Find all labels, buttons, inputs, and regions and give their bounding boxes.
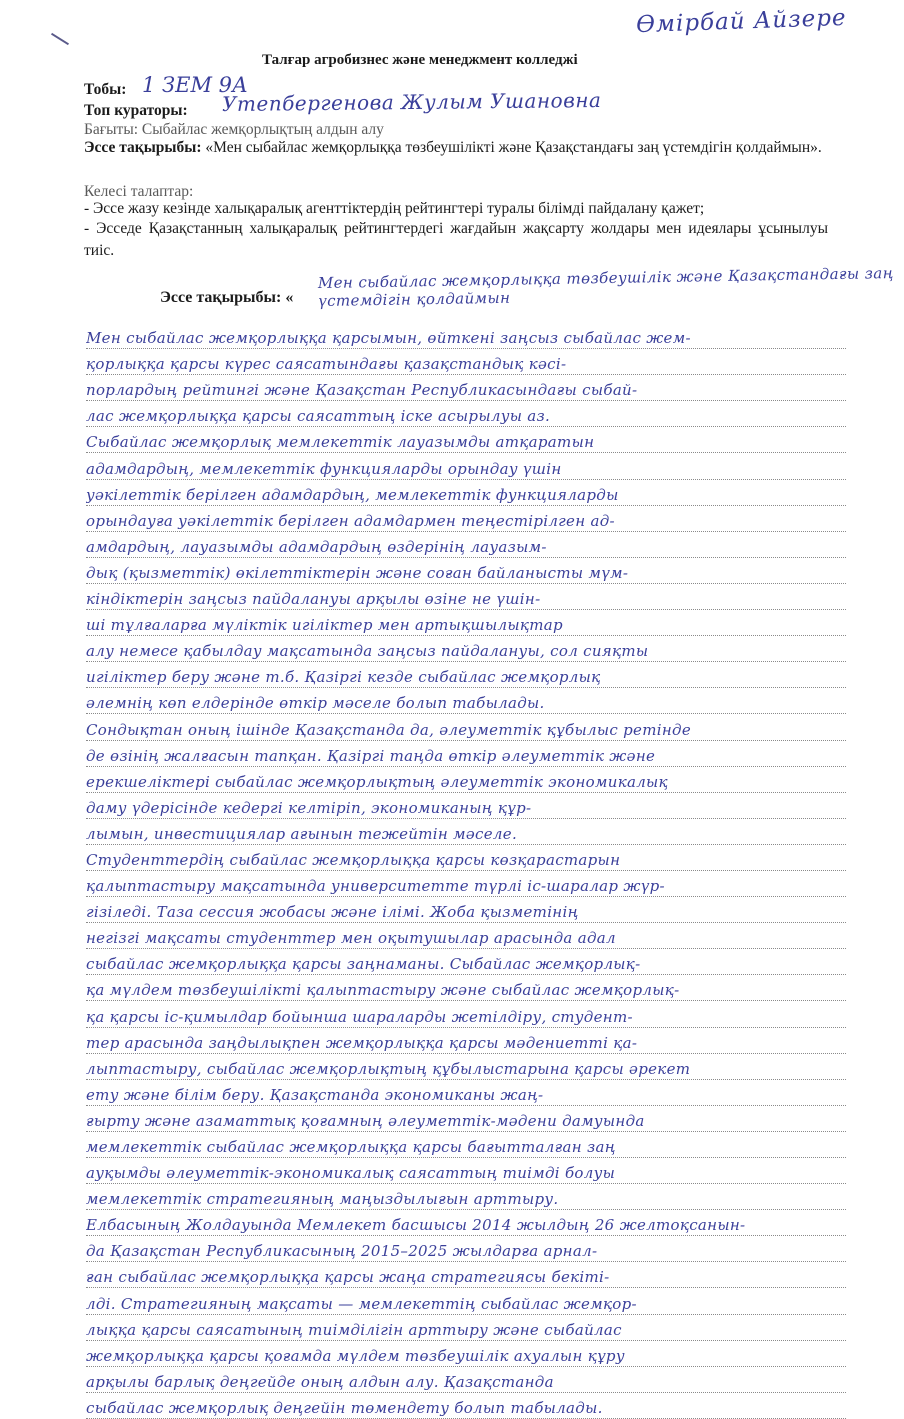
essay-line-text: лыққа қарсы саясатының тиімділігін арттыру және сыбайлас (86, 1320, 622, 1339)
essay-line-text: орындауға уәкілеттік берілген адамдармен теңестірілген ад- (86, 511, 615, 530)
essay-line (86, 349, 846, 375)
topic-line (84, 137, 828, 159)
essay-title-handwritten: Мен сыбайлас жемқорлыққа төзбеушілік және Қазақстандағы заң үстемдігін қолдаймын (317, 264, 894, 311)
group-label: Тобы: (84, 81, 127, 98)
essay-line-text: сыбайлас жемқорлыққа қарсы заңнаманы. Сыбайлас жемқорлық- (86, 955, 641, 974)
essay-line (86, 1028, 846, 1054)
essay-line-text: ған сыбайлас жемқорлыққа қарсы жаңа стратегиясы бекіті- (86, 1268, 610, 1287)
essay-line (86, 1001, 846, 1027)
essay-line-text: қалыптастыру мақсатында университетте түрлі іс-шаралар жүр- (86, 877, 665, 896)
essay-line-text: лымын, инвестициялар ағынын тежейтін мәселе. (86, 824, 518, 843)
essay-line (86, 845, 846, 871)
essay-line-text: гізіледі. Таза сессия жобасы және ілімі. Жоба қызметінің (86, 903, 579, 922)
essay-line (86, 871, 846, 897)
essay-line (86, 923, 846, 949)
essay-line-text: амдардың, лауазымды адамдардың өздерінің лауазым- (86, 537, 547, 556)
essay-line (86, 949, 846, 975)
essay-line-text: Сондықтан оның ішінде Қазақстанда да, әлеуметтік құбылыс ретінде (86, 720, 691, 739)
essay-line (86, 584, 846, 610)
essay-line (86, 453, 846, 479)
essay-line (86, 506, 846, 532)
essay-line (86, 819, 846, 845)
essay-line-text: адамдардың, мемлекеттік функцияларды орындау үшін (86, 459, 562, 478)
essay-line (86, 427, 846, 453)
essay-line-text: да Қазақстан Республикасының 2015–2025 жылдарға арнал- (86, 1242, 598, 1261)
essay-line (86, 636, 846, 662)
essay-line-text: мемлекеттік сыбайлас жемқорлыққа қарсы бағытталған заң (86, 1138, 616, 1156)
essay-line (86, 375, 846, 401)
essay-line-text: де өзінің жалғасын тапқан. Қазіргі таңда өткір әлеуметтік және (86, 746, 656, 765)
requirements-heading: Келесі талаптар: (84, 183, 194, 200)
curator-label: Топ кураторы: (84, 102, 188, 119)
essay-line (86, 1080, 846, 1106)
group-value: 1 ЗЕМ 9А (142, 73, 248, 97)
topic-label: Эссе тақырыбы: (84, 139, 202, 156)
essay-line (86, 741, 846, 767)
essay-line-text: жемқорлыққа қарсы қоғамда мүлдем төзбеушілік ахуалын құру (86, 1346, 625, 1365)
essay-line-text: Елбасының Жолдауында Мемлекет басшысы 2014 жылдың 26 желтоқсанын- (86, 1216, 746, 1235)
essay-line-text: қорлыққа қарсы күрес саясатындағы қазақстандық кәсі- (86, 355, 567, 374)
curator-value: Утепбергенова Жулым Ушановна (221, 88, 602, 116)
essay-line (86, 688, 846, 714)
essay-line-text: даму үдерісінде кедергі келтіріп, экономиканың құр- (86, 798, 532, 817)
essay-line (86, 1236, 846, 1262)
essay-line (86, 897, 846, 923)
essay-line-text: тер арасында заңдылықпен жемқорлыққа қарсы мәдениетті қа- (86, 1033, 638, 1052)
essay-line-text: лді. Стратегияның мақсаты — мемлекеттің сыбайлас жемқор- (86, 1294, 637, 1313)
essay-line-text: қа қарсы іс-қимылдар бойынша шараларды жетілдіру, студент- (86, 1007, 633, 1026)
essay-line-text: алу немесе қабылдау мақсатында заңсыз пайдалануы, сол сияқты (86, 642, 649, 661)
essay-line (86, 1184, 846, 1210)
essay-line-text: игіліктер беру және т.б. Қазіргі кезде сыбайлас жемқорлық (86, 668, 601, 687)
essay-line-text: лас жемқорлыққа қарсы саясаттың іске асырылуы аз. (86, 407, 551, 426)
essay-line-text: Мен сыбайлас жемқорлыққа қарсымын, өйткені заңсыз сыбайлас жем- (86, 329, 691, 348)
student-signature: Өмірбай Айзере (635, 4, 848, 39)
requirement-1: - Эссе жазу кезінде халықаралық агенттіктердің рейтингтері туралы білімді пайдалану қажет; (84, 200, 705, 217)
essay-line (86, 1341, 846, 1367)
topic-text: «Мен сыбайлас жемқорлыққа төзбеушілікті және Қазақстандағы заң үстемдігін қолдаймын». (205, 139, 822, 156)
essay-line (86, 1315, 846, 1341)
essay-line (86, 1393, 846, 1419)
essay-line (86, 662, 846, 688)
requirement-2: - Эсседе Қазақстанның халықаралық рейтингтердегі жағдайын жақсарту жолдары мен идеялары ұсынылуы тиіс. (84, 220, 828, 259)
essay-line-text: мемлекеттік стратегияның маңыздылығын арттыру. (86, 1190, 559, 1209)
essay-line-text: уәкілеттік берілген адамдардың, мемлекеттік функцияларды (86, 485, 619, 504)
essay-line-text: ғырту және азаматтық қоғамның әлеуметтік-мәдени дамуында (86, 1111, 645, 1130)
essay-line (86, 558, 846, 584)
essay-line-text: негізгі мақсаты студенттер мен оқытушылар арасында адал (86, 929, 616, 948)
essay-line (86, 480, 846, 506)
essay-body (86, 323, 846, 1419)
essay-line-text: ерекшеліктері сыбайлас жемқорлықтың әлеуметтік экономикалық (86, 772, 668, 791)
essay-line-text: арқылы барлық деңгейде оның алдын алу. Қазақстанда (86, 1372, 554, 1391)
essay-line (86, 1288, 846, 1314)
pen-mark (51, 33, 69, 45)
essay-line-text: кіндіктерін заңсыз пайдалануы арқылы өзіне не үшін- (86, 590, 541, 609)
essay-line (86, 1367, 846, 1393)
essay-line (86, 610, 846, 636)
college-title: Талғар агробизнес және менеджмент колледжі (262, 52, 578, 68)
essay-line-text: Студенттердің сыбайлас жемқорлыққа қарсы көзқарастарын (86, 850, 621, 869)
essay-line (86, 1262, 846, 1288)
direction-line: Бағыты: Сыбайлас жемқорлықтың алдын алу (84, 121, 384, 138)
essay-line (86, 714, 846, 740)
essay-line (86, 401, 846, 427)
essay-line-text: дық (қызметтік) өкілеттіктерін және соған байланысты мүм- (86, 563, 629, 582)
essay-title-label: Эссе тақырыбы: « (160, 289, 294, 306)
essay-line-text: ауқымды әлеуметтік-экономикалық саясаттың тиімді болуы (86, 1164, 616, 1183)
essay-line (86, 1158, 846, 1184)
essay-line-text: ші тұлғаларға мүліктік игіліктер мен артықшылықтар (86, 616, 563, 635)
essay-line (86, 1106, 846, 1132)
essay-line (86, 1132, 846, 1158)
essay-line-text: лыптастыру, сыбайлас жемқорлықтың құбылыстарына қарсы әрекет (86, 1059, 691, 1078)
essay-line-text: порлардың рейтингі және Қазақстан Республикасындағы сыбай- (86, 381, 638, 400)
essay-line (86, 1210, 846, 1236)
essay-line (86, 793, 846, 819)
essay-line (86, 975, 846, 1001)
essay-line-text: сыбайлас жемқорлық деңгейін төмендету болып табылады. (86, 1398, 603, 1417)
essay-line-text: Сыбайлас жемқорлық мемлекеттік лауазымды атқаратын (86, 433, 595, 452)
essay-line (86, 532, 846, 558)
essay-line-text: ету және білім беру. Қазақстанда экономиканы жаң- (86, 1085, 544, 1104)
essay-line-text: қа мүлдем төзбеушілікті қалыптастыру және сыбайлас жемқорлық- (86, 981, 680, 1000)
essay-line-text: әлемнің көп елдерінде өткір мәселе болып табылады. (86, 694, 545, 713)
essay-line (86, 323, 846, 349)
essay-line (86, 767, 846, 793)
essay-line (86, 1054, 846, 1080)
